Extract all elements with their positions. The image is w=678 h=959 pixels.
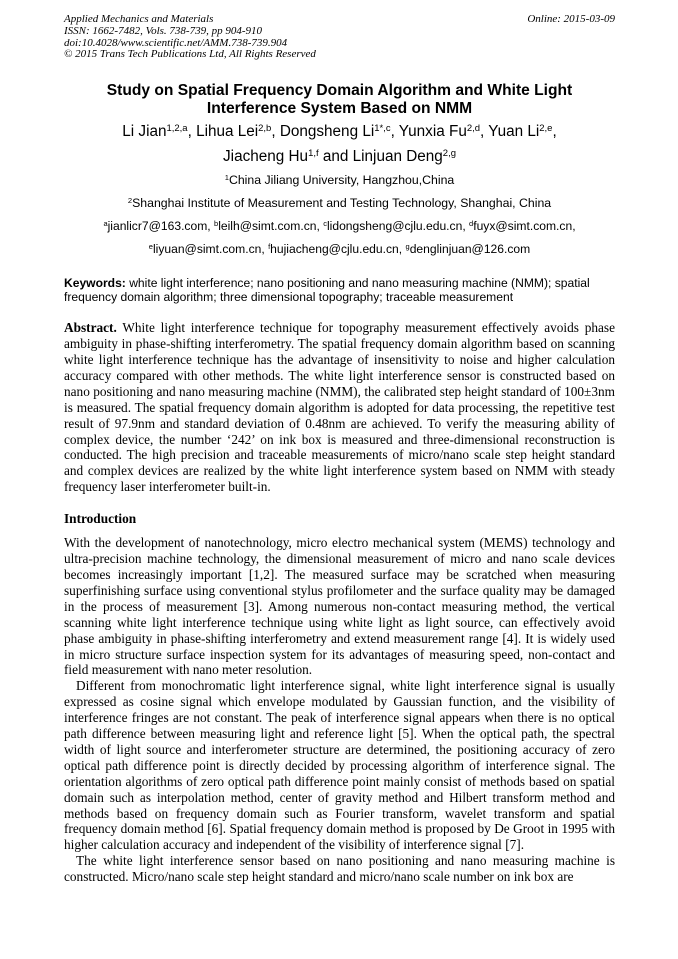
- email: $^g$denglinjuan@126.com: [405, 242, 531, 257]
- author: Dongsheng $Li^{1*,c}$,: [279, 122, 399, 141]
- email: $^b$leilh@simt.com.cn,: [214, 219, 324, 234]
- intro-paragraph: With the development of nanotechnology, micro electro mechanical system (MEMS) technology and ultra-precision machine technology, the dimensional measurement of micro and nano scale devices becomes increasingly important [1,2]. The measured surface may be scratched when measuring superfinishing surface using conventional stylus profilometer and the surface quality may be damaged in the process of measurement [3]. Among numerous non-contact measuring method, the vertical scanning white light interference technique using white light as light source, can effectively avoid phase ambiguity in phase-shifting interferometry and extend measurement range [4]. It is widely used in micro structure surface inspection system for its advantages of measuring speed, non-contact and field measurement with nano meter resolution.: [64, 535, 615, 678]
- author: Lihua Lei$^{2,b}$,: [196, 122, 280, 141]
- abstract-text: White light interference technique for topography measurement effectively avoids phase ambiguity in phase-shifting interferometry. The spatial frequency domain algorithm based on scanning white light interference technique has the advantage of insensitivity to noise and higher calculation accuracy compared with other methods. The white light interference sensor is constructed based on nano positioning and nano measuring machine (NMM), the calibrated step height standard of 100±3nm is measured. The spatial frequency domain algorithm is adopted for data processing, the repetitive test result of 97.9nm and standard deviation of 0.48nm are achieved. To verify the measuring ability of complex device, the number ‘242’ on ink box is measured and three-dimensional reconstruction is conducted. The high precision and traceable measurements of micro/nano scale step height standard and complex devices are realized by the white light interference system based on NMM with steady frequency laser interferometer built-in.: [64, 320, 615, 495]
- affiliation: $^1$China Jiliang University, Hangzhou,China: [224, 173, 455, 188]
- paper-page: [64, 14, 615, 885]
- author: Jiacheng Hu$^{1,f}$ and: [223, 147, 353, 166]
- affiliation: $^2$Shanghai Institute of Measurement and Testing Technology, Shanghai, China: [127, 196, 552, 211]
- keywords-label: Keywords:: [64, 276, 126, 291]
- author: Linjuan Deng$^{2,g}$: [352, 147, 456, 166]
- online-date: Online: 2015-03-09: [527, 13, 615, 25]
- author: Yuan Li$^{2,e}$,: [488, 122, 557, 141]
- author: Li Jian$^{1,2,a}$,: [122, 122, 197, 141]
- keywords-text: white light interference; nano positioning and nano measuring machine (NMM); spatial frequency domain algorithm; three dimensional topography; traceable measurement: [64, 276, 590, 305]
- issn-line: ISSN: 1662-7482, Vols. 738-739, pp 904-910: [64, 24, 262, 37]
- email-list: [64, 215, 615, 261]
- doi-line: doi:10.4028/www.scientific.net/AMM.738-739.904: [64, 36, 288, 49]
- copyright-line: © 2015 Trans Tech Publications Ltd, All Rights Reserved: [64, 48, 316, 61]
- email: $^a$jianlicr7@163.com,: [103, 219, 215, 234]
- keywords: [64, 276, 615, 304]
- author-list: [64, 119, 615, 169]
- email: $^c$lidongsheng@cjlu.edu.cn,: [323, 219, 470, 234]
- journal-header: [64, 14, 615, 61]
- journal-name: Applied Mechanics and Materials: [64, 13, 214, 25]
- section-heading-introduction: Introduction: [64, 511, 137, 527]
- author: Yunxia Fu$^{2,d}$,: [398, 122, 489, 141]
- email: $^f$hujiacheng@cjlu.edu.cn,: [268, 242, 406, 257]
- intro-paragraph: The white light interference sensor based on nano positioning and nano measuring machine is constructed. Micro/nano scale step height standard and micro/nano scale number on ink box are: [64, 853, 615, 885]
- email: $^d$fuyx@simt.com.cn,: [469, 219, 576, 234]
- email: $^e$liyuan@simt.com.cn,: [148, 242, 269, 257]
- paper-title: Study on Spatial Frequency Domain Algorithm and White Light Interference System Based on NMM: [106, 82, 573, 117]
- abstract-label: Abstract.: [64, 320, 117, 336]
- abstract: [64, 320, 615, 495]
- intro-paragraph: Different from monochromatic light interference signal, white light interference signal is usually expressed as cosine signal which envelope modulated by Gaussian function, and the visibility of interference fringes are not constant. The peak of interference signal appears when there is no optical path difference between measuring light and reference light [5]. When the optical path, the spectral width of light source and interferometer structure are determined, the positioning accuracy of zero optical path difference point is directly decided by processing algorithm of interference signal. The orientation algorithms of zero optical path difference point mainly consist of methods based on spatial domain such as interpolation method, center of gravity method and Hilbert transform method and methods based on frequency domain such as Fourier transform, wavelet transform and spatial frequency domain method [6]. Spatial frequency domain method is proposed by De Groot in 1995 with higher calculation accuracy and independent of the visibility of interference signal [7].: [64, 678, 615, 853]
